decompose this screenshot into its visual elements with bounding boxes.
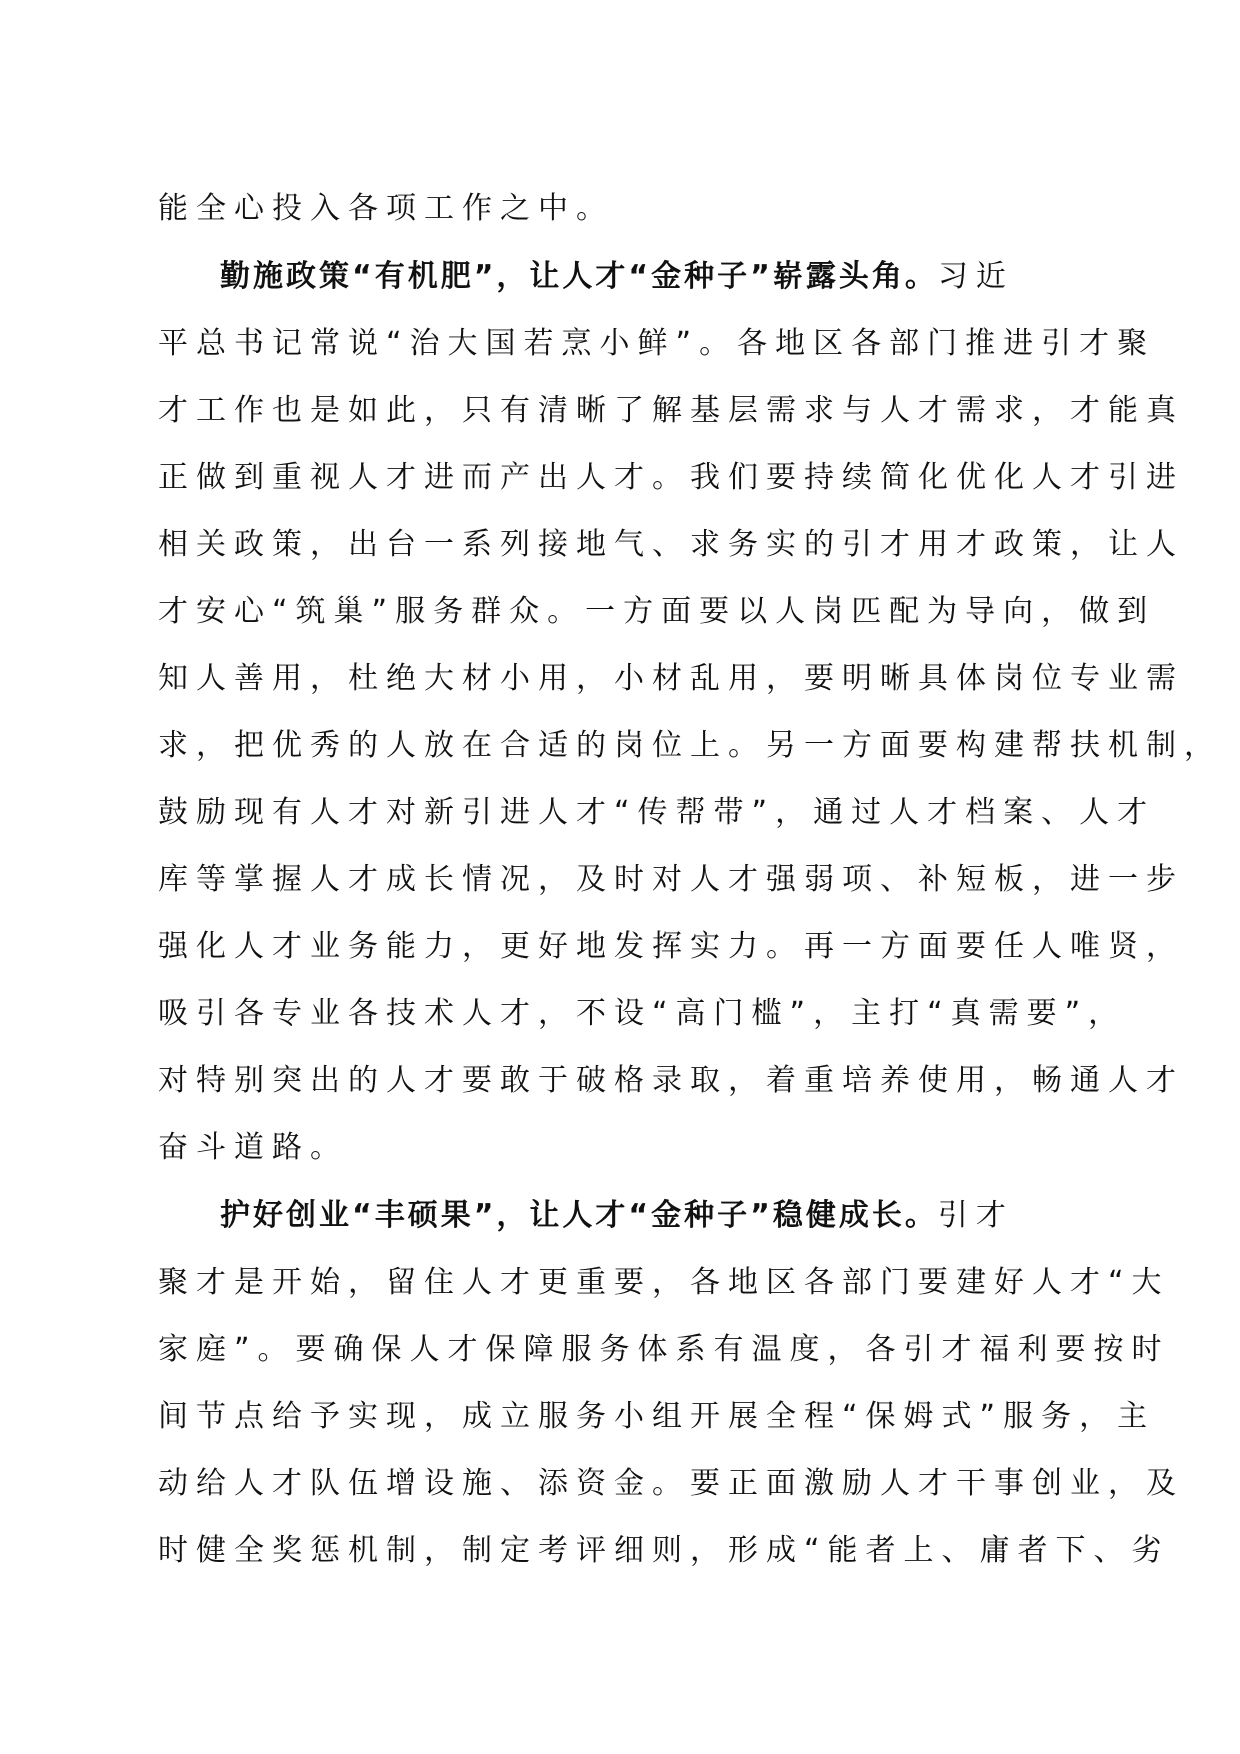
paragraph-heading: 护好创业“丰硕果”，让人才“金种子”稳健成长。 [220,1198,938,1233]
text-line: 能全心投入各项工作之中。 [158,191,614,226]
text-line: 时健全奖惩机制，制定考评细则，形成“能者上、庸者下、劣 [158,1533,1170,1568]
text-line: 家庭”。要确保人才保障服务体系有温度，各引才福利要按时 [158,1332,1170,1367]
text-line: 动给人才队伍增设施、添资金。要正面激励人才干事创业，及 [158,1466,1184,1501]
text-line: 相关政策，出台一系列接地气、求务实的引才用才政策，让人 [158,527,1184,562]
text-line: 强化人才业务能力，更好地发挥实力。再一方面要任人唯贤， [158,929,1184,964]
text-line: 才工作也是如此，只有清晰了解基层需求与人才需求，才能真 [158,393,1184,428]
paragraph-text: 引才 [937,1198,1014,1233]
text-line: 鼓励现有人才对新引进人才“传帮带”，通过人才档案、人才 [158,795,1156,830]
paragraph-first-line [220,247,1083,307]
text-line: 聚才是开始，留住人才更重要，各地区各部门要建好人才“大 [158,1265,1170,1300]
text-line: 平总书记常说“治大国若烹小鲜”。各地区各部门推进引才聚 [158,326,1156,361]
text-line: 奋斗道路。 [158,1130,348,1165]
text-line: 吸引各专业各技术人才，不设“高门槛”，主打“真需要”， [158,996,1127,1031]
text-line: 对特别突出的人才要敢于破格录取，着重培养使用，畅通人才 [158,1063,1184,1098]
text-line: 才安心“筑巢”服务群众。一方面要以人岗匹配为导向，做到 [158,594,1156,629]
paragraph-heading: 勤施政策“有机肥”，让人才“金种子”崭露头角。 [220,259,938,294]
text-line: 库等掌握人才成长情况，及时对人才强弱项、补短板，进一步 [158,862,1184,897]
text-line: 间节点给予实现，成立服务小组开展全程“保姆式”服务，主 [158,1399,1156,1434]
paragraph-text: 习近 [937,259,1014,294]
text-line: 正做到重视人才进而产出人才。我们要持续简化优化人才引进 [158,460,1184,495]
paragraph-first-line [220,1186,1083,1246]
text-line: 知人善用，杜绝大材小用，小材乱用，要明晰具体岗位专业需 [158,661,1184,696]
text-line: 求，把优秀的人放在合适的岗位上。另一方面要构建帮扶机制， [158,728,1222,763]
